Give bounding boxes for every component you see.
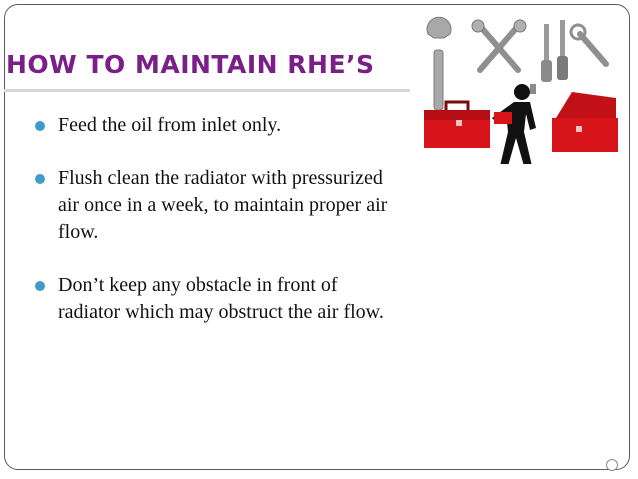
spanner-icon — [580, 34, 606, 64]
bullet-item — [24, 272, 404, 326]
hand-wrench-icon — [530, 84, 536, 94]
bullet-text: Flush clean the radiator with pressurized air once in a week, to maintain proper air flow. — [58, 167, 388, 243]
screwdriver-icon — [541, 20, 568, 82]
bullet-dot-icon — [35, 174, 45, 184]
small-toolbox-icon — [494, 112, 512, 124]
bullet-item — [24, 112, 404, 139]
title-underline — [4, 89, 410, 92]
toolbox-icon — [552, 92, 618, 152]
maintenance-clipart — [420, 14, 620, 164]
slide-title: HOW TO MAINTAIN RHE’S — [6, 50, 375, 79]
bullet-text: Don’t keep any obstacle in front of radiator which may obstruct the air flow. — [58, 274, 384, 323]
bullet-dot-icon — [35, 121, 45, 131]
bullet-item — [24, 165, 404, 246]
slide-corner-dot — [606, 459, 618, 471]
bullet-text: Feed the oil from inlet only. — [58, 114, 282, 136]
bullet-dot-icon — [35, 281, 45, 291]
crossed-tools-icon — [480, 26, 518, 70]
bullet-list — [24, 112, 404, 326]
